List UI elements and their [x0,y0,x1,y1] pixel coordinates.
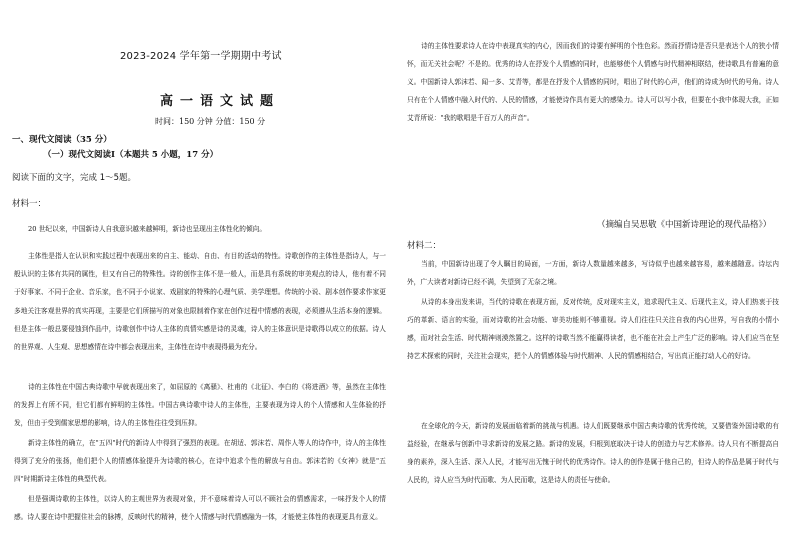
right-paragraph: 从诗的本身出发来讲，当代的诗歌在表现方面，反对传统，反对现实主义，追求现代主义、后现代主义，诗人们热衷于技巧的革新、语言的实验，而对诗歌的社会功能、审美功能则不够重视。诗人们往往只关注自我的内心世界，写自我的小情小感，而对社会生活、时代精神则漠然置之。这样的诗歌当然不能赢得读者，也不能在社会上产生广泛的影响。诗人们应当在坚持艺术探索的同时，关注社会现实，把个人的情感体验与时代精神、人民的情感相结合，写出真正能打动人心的好诗。 [407,298,779,360]
right-paragraph: 诗的主体性要求诗人在诗中表现真实的内心，因而我们的诗要有鲜明的个性色彩。然而抒情诗是否只是表达个人的狭小情怀，而无关社会呢？不是的。优秀的诗人在抒发个人情感的同时，也能够使个人情感与时代精神相联结，使诗歌具有普遍的意义。中国新诗人郭沫若、闻一多、艾青等，都是在抒发个人情感的同时，唱出了时代的心声，他们的诗成为时代的号角。诗人只有在个人情感中融入时代的、人民的情感，才能使诗作具有更大的感染力。诗人可以写小我，但要在小我中体现大我，正如艾青所说："我的歌唱是千百万人的声音"。 [407,42,779,122]
exam-time-score: 时间：150 分钟 分值：150 分 [155,117,266,126]
section-title: 一、现代文阅读（35 分） [12,135,112,145]
left-paragraph: 新诗主体性的确立，在"五四"时代的新诗人中得到了强烈的表现。在胡适、郭沫若、周作人等人的诗作中，诗人的主体性得到了充分的张扬，他们把个人的情感体验提升为诗歌的核心，在诗中追求个性的解放与自由。郭沫若的《女神》就是"五四"时期新诗主体性的典型代表。 [14,439,386,484]
material1-label: 材料一： [12,199,47,209]
left-paragraph: 诗的主体性在中国古典诗歌中早就表现出来了，如屈原的《离骚》、杜甫的《北征》、李白的《将进酒》等，虽然在主体性的发挥上有所不同，但它们都有鲜明的主体性。中国古典诗歌中诗人的主体性，主要表现为诗人的个人情感和人生体验的抒发，但由于受到儒家思想的影响，诗人的主体性往往受到压抑。 [14,383,386,428]
material2-label: 材料二： [407,241,442,251]
sub-section-title: （一）现代文阅读Ⅰ（本题共 5 小题，17 分） [43,150,219,160]
source-citation: （摘编自吴思敬《中国新诗理论的现代品格》） [597,220,772,230]
left-paragraph: 主体性是指人在认识和实践过程中表现出来的自主、能动、自由、有目的活动的特性。诗歌创作的主体性是指诗人，与一般认识的主体有共同的属性，但又有自己的特殊性。诗的创作主体不是一般人，而是具有系统的审美观点的诗人，他有着不同于好事家、不同于企业、音乐家，也不同于小说家、戏剧家的特殊的心理气质、美学理想。传统的小说、剧本创作要求作家更多地关注客观世界的真实再现，主要是它们所描写的对象也限制着作家在创作过程中情感的表现，必须遵从生活本身的逻辑。但是主体一般总要侵蚀到作品中，诗歌创作中诗人主体的真情实感是诗的灵魂，诗人的主体意识是诗歌得以成立的依据。诗人的世界观、人生观、思想感情在诗中都会表现出来，主体性在诗中表现得最为充分。 [14,252,386,352]
instruction-text: 阅读下面的文字，完成 1～5题。 [12,173,137,183]
left-paragraph: 20 世纪以来，中国新诗人自我意识越来越鲜明，新诗也呈现出主体性化的倾向。 [28,225,267,233]
right-paragraph: 当前，中国新诗出现了令人瞩目的局面，一方面，新诗人数量越来越多，写诗似乎也越来越容易，越来越随意。诗坛内外，广大读者对新诗已经不满，失望到了无奈之境。 [407,260,779,286]
exam-year-title: 2023-2024 学年第一学期期中考试 [120,51,282,62]
exam-subject-title: 高一语文试题 [160,94,281,109]
left-paragraph: 但是强调诗歌的主体性，以诗人的主观世界为表现对象，并不意味着诗人可以不顾社会的情感需求，一味抒发个人的情感。诗人要在诗中把握住社会的脉搏，反映时代的精神，使个人情感与时代情感融为一体，才能使主体性的表现更具有意义。 [14,495,386,522]
right-paragraph: 在全球化的今天，新诗的发展面临着新的挑战与机遇。诗人们既要继承中国古典诗歌的优秀传统，又要借鉴外国诗歌的有益经验，在继承与创新中寻求新诗的发展之路。新诗的发展，归根到底取决于诗人的创造力与艺术修养。诗人只有不断提高自身的素养，深入生活、深入人民，才能写出无愧于时代的优秀诗作。诗人的创作是属于他自己的，但诗人的作品是属于时代与人民的，诗人应当为时代而歌、为人民而歌，这是诗人的责任与使命。 [407,422,779,484]
